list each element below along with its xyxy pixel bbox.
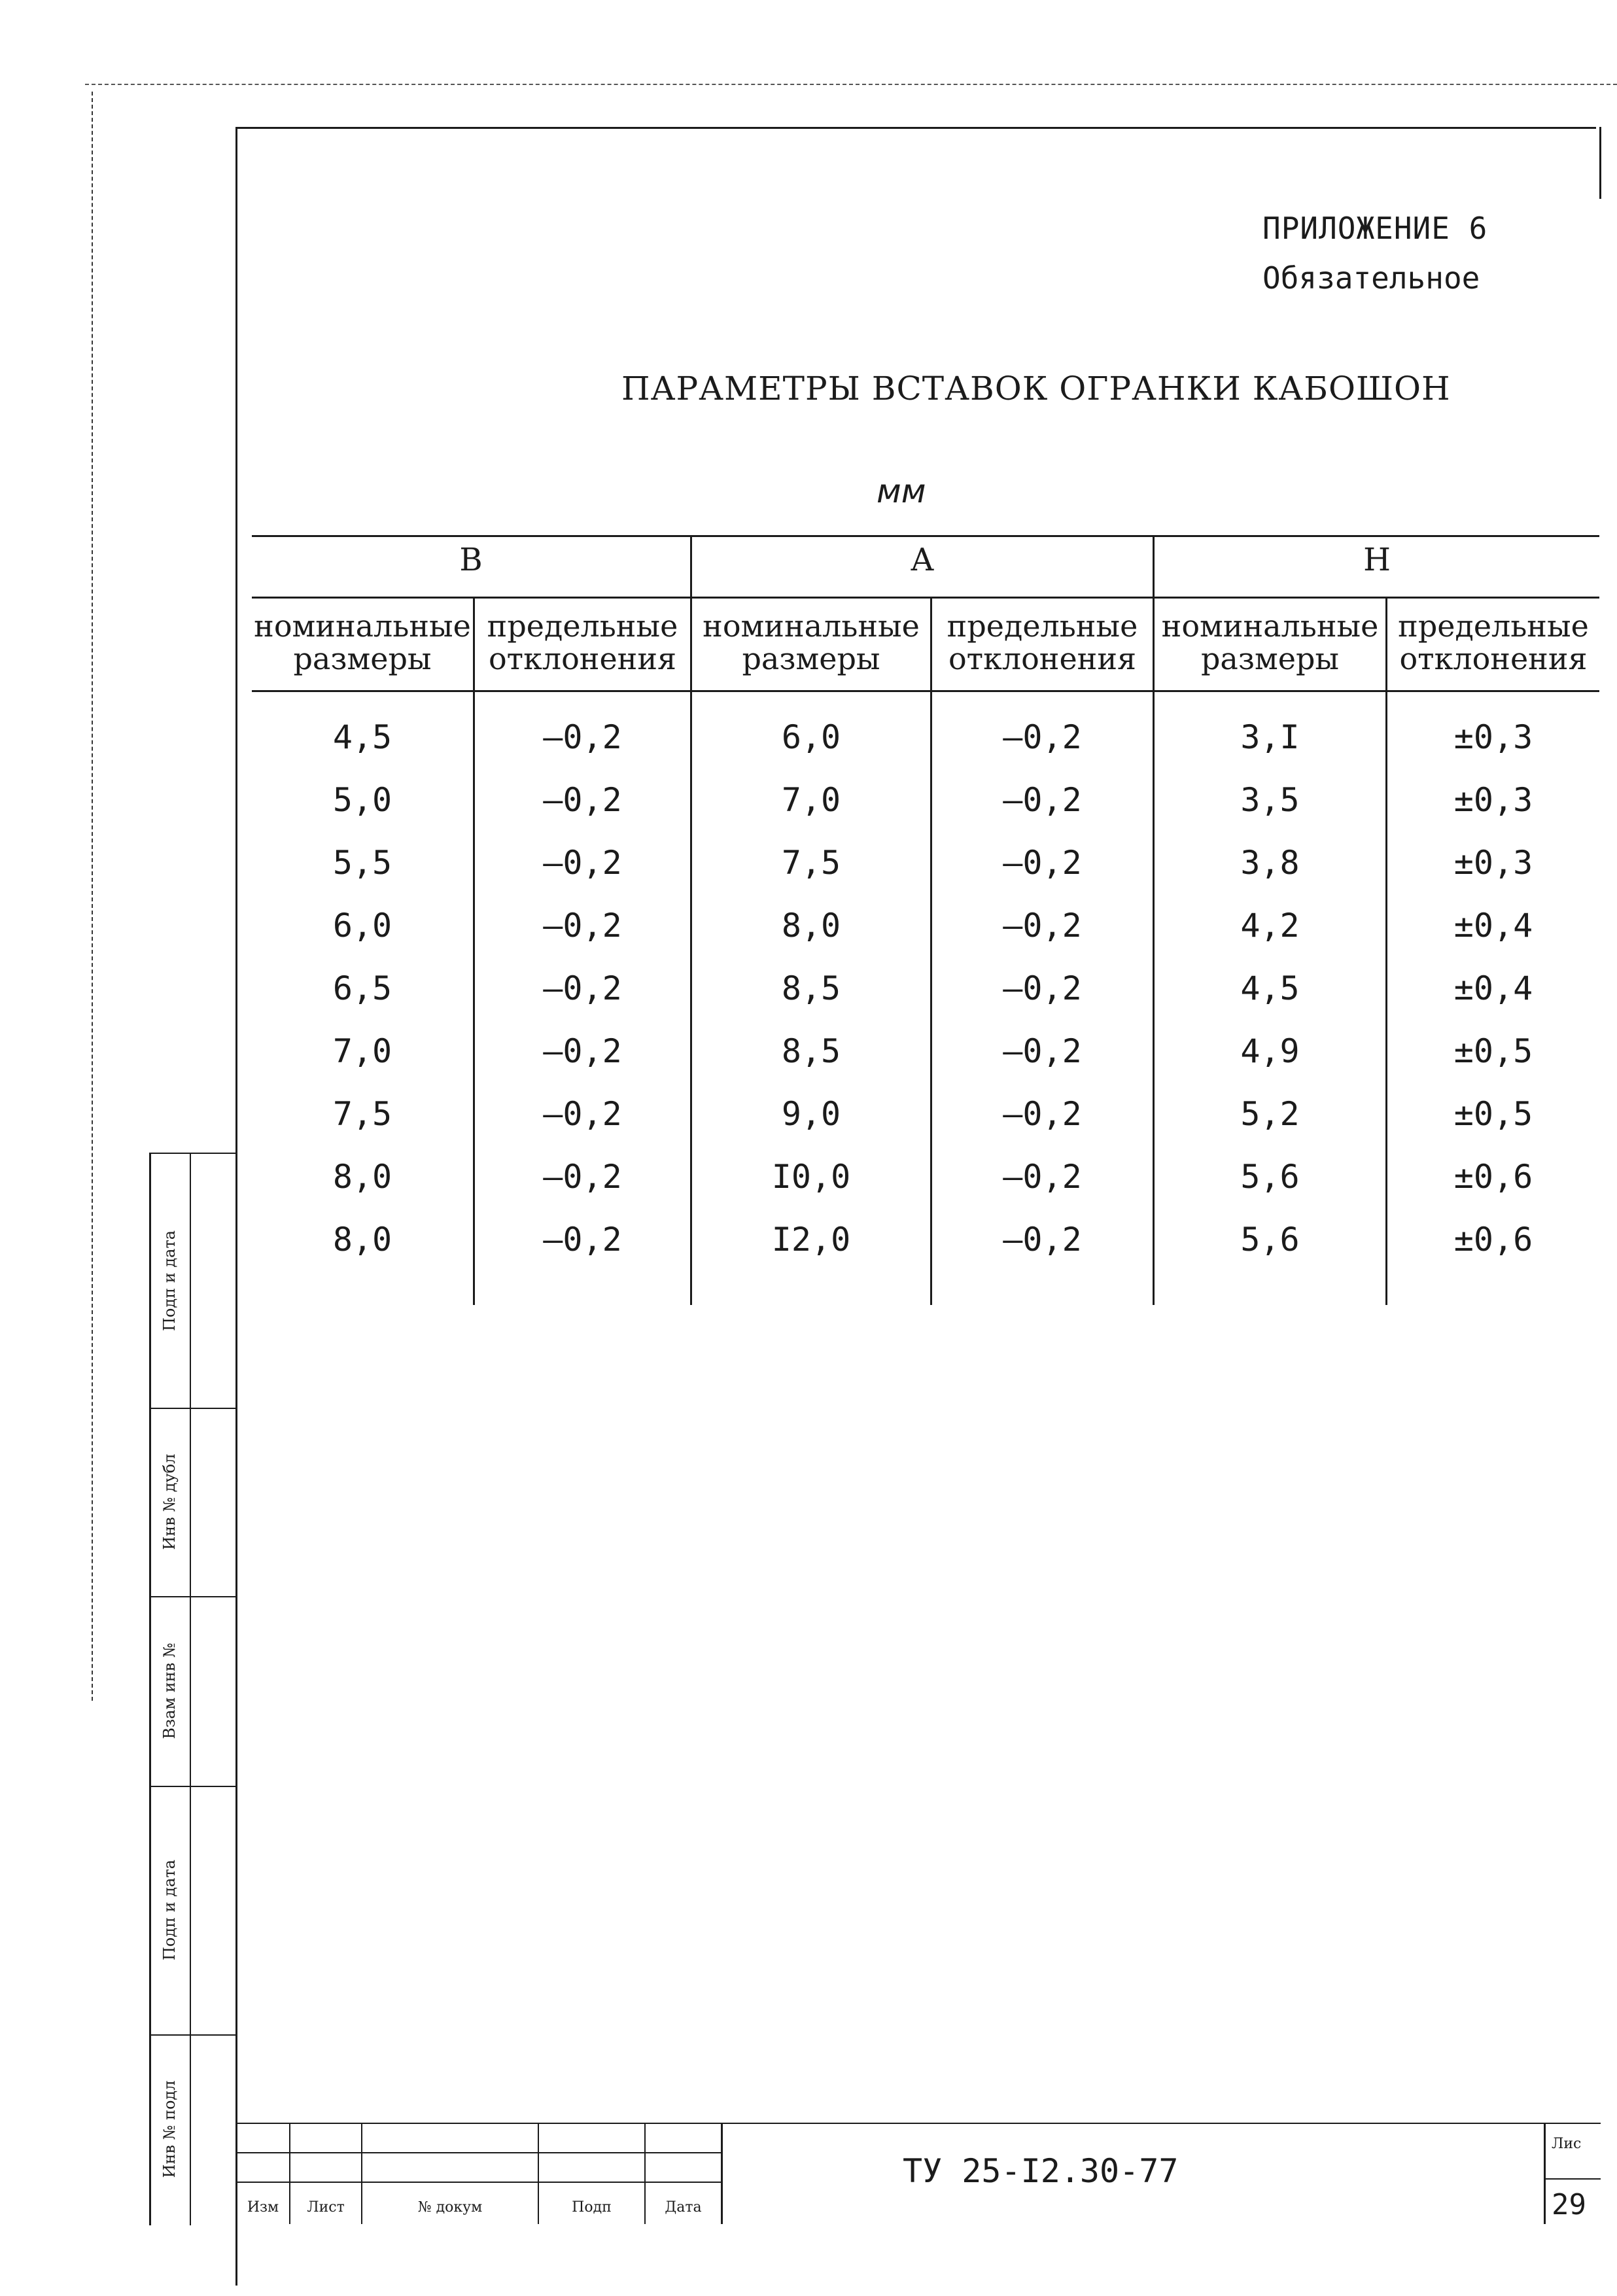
table-cell: ±0,5	[1453, 1095, 1533, 1133]
table-cell: 8,5	[781, 1032, 841, 1070]
table-cell: –0,2	[543, 907, 622, 945]
side-stamp-rule	[149, 1153, 235, 1154]
col-divider	[1385, 597, 1387, 1305]
table-cell: ±0,4	[1453, 969, 1533, 1007]
table-cell: –0,2	[1003, 1221, 1082, 1259]
side-stamp-inner-rule	[190, 1153, 191, 2225]
table-cell: ±0,3	[1453, 781, 1533, 819]
table-cell: –0,2	[543, 1032, 622, 1070]
col-label-signature: Подп	[572, 2199, 612, 2216]
col-label-change: Изм	[247, 2199, 279, 2216]
table-top-rule	[252, 535, 1599, 537]
table-cell: 5,6	[1240, 1221, 1300, 1259]
subheader-nominal: номинальные размеры	[703, 608, 920, 676]
table-cell: 8,0	[332, 1221, 392, 1259]
table-cell: 5,5	[332, 844, 392, 882]
title-block-col-rule	[721, 2123, 723, 2224]
table-cell: –0,2	[1003, 1158, 1082, 1196]
subheader-tolerance: предельные отклонения	[947, 608, 1138, 676]
table-cell: 6,0	[781, 718, 841, 756]
table-cell: 7,0	[332, 1032, 392, 1070]
table-cell: 3,I	[1240, 718, 1300, 756]
page-title: ПАРАМЕТРЫ ВСТАВОК ОГРАНКИ КАБОШОН	[621, 370, 1451, 408]
table-cell: –0,2	[1003, 718, 1082, 756]
frame-right	[1599, 127, 1601, 199]
table-cell: 5,0	[332, 781, 392, 819]
table-cell: –0,2	[543, 844, 622, 882]
title-block-rule	[237, 2182, 722, 2183]
table-cell: –0,2	[543, 1221, 622, 1259]
table-cell: 7,0	[781, 781, 841, 819]
group-header-h: H	[1363, 542, 1391, 578]
table-cell: ±0,5	[1453, 1032, 1533, 1070]
appendix-heading: ПРИЛОЖЕНИЕ 6	[1262, 211, 1488, 246]
unit-label: мм	[877, 472, 926, 510]
table-cell: ±0,6	[1453, 1158, 1533, 1196]
left-trim-line	[92, 92, 93, 1701]
table-cell: 3,8	[1240, 844, 1300, 882]
table-cell: 3,5	[1240, 781, 1300, 819]
group-header-a: A	[911, 542, 934, 578]
table-cell: –0,2	[1003, 844, 1082, 882]
side-stamp-label: Инв № подл	[160, 2080, 179, 2178]
table-cell: –0,2	[543, 718, 622, 756]
table-cell: 5,2	[1240, 1095, 1300, 1133]
table-cell: 4,5	[332, 718, 392, 756]
title-block-top-rule	[237, 2123, 1601, 2124]
table-cell: 6,5	[332, 969, 392, 1007]
table-cell: –0,2	[543, 1095, 622, 1133]
table-group-rule	[252, 597, 1599, 599]
table-cell: 8,0	[332, 1158, 392, 1196]
subheader-tolerance: предельные отклонения	[487, 608, 678, 676]
title-block-col-rule	[1544, 2123, 1546, 2224]
table-cell: ±0,6	[1453, 1221, 1533, 1259]
subheader-nominal: номинальные размеры	[254, 608, 471, 676]
table-header-rule	[252, 690, 1599, 692]
table-cell: ±0,4	[1453, 907, 1533, 945]
table-cell: –0,2	[543, 781, 622, 819]
table-cell: –0,2	[1003, 907, 1082, 945]
group-header-b: B	[459, 542, 483, 578]
table-cell: I0,0	[771, 1158, 851, 1196]
table-cell: 8,0	[781, 907, 841, 945]
sheet-number: 29	[1552, 2188, 1586, 2221]
table-cell: ±0,3	[1453, 718, 1533, 756]
table-cell: 8,5	[781, 969, 841, 1007]
side-stamp-label: Инв № дубл	[160, 1453, 179, 1550]
col-label-sheet: Лист	[307, 2199, 345, 2216]
table-cell: –0,2	[1003, 1095, 1082, 1133]
side-stamp-rule	[149, 2034, 235, 2036]
col-divider	[473, 597, 475, 1305]
table-cell: 7,5	[781, 844, 841, 882]
title-block-rule	[237, 2152, 722, 2153]
side-stamp-label: Подп и дата	[160, 1230, 179, 1332]
subheader-tolerance: предельные отклонения	[1398, 608, 1589, 676]
table-cell: –0,2	[1003, 781, 1082, 819]
document-code: ТУ 25-I2.30-77	[903, 2152, 1179, 2190]
table-cell: –0,2	[1003, 1032, 1082, 1070]
top-trim-line	[85, 84, 1617, 85]
table-cell: –0,2	[543, 1158, 622, 1196]
table-cell: 9,0	[781, 1095, 841, 1133]
table-cell: I2,0	[771, 1221, 851, 1259]
col-label-date: Дата	[665, 2199, 702, 2216]
table-cell: ±0,3	[1453, 844, 1533, 882]
side-stamp-label: Подп и дата	[160, 1859, 179, 1961]
col-divider	[930, 597, 932, 1305]
appendix-status: Обязательное	[1262, 260, 1480, 296]
side-stamp-outer-rule	[149, 1153, 151, 2225]
frame-top	[235, 127, 1596, 129]
table-cell: –0,2	[1003, 969, 1082, 1007]
table-cell: –0,2	[543, 969, 622, 1007]
side-stamp-rule	[149, 1596, 235, 1597]
sheet-label: Лис	[1552, 2136, 1582, 2152]
subheader-nominal: номинальные размеры	[1161, 608, 1379, 676]
table-cell: 4,2	[1240, 907, 1300, 945]
table-cell: 4,5	[1240, 969, 1300, 1007]
side-stamp-rule	[149, 1786, 235, 1787]
table-cell: 7,5	[332, 1095, 392, 1133]
table-cell: 6,0	[332, 907, 392, 945]
side-stamp-rule	[149, 1408, 235, 1409]
frame-left	[235, 127, 237, 2286]
table-cell: 4,9	[1240, 1032, 1300, 1070]
col-label-doc-number: № докум	[417, 2199, 483, 2216]
table-cell: 5,6	[1240, 1158, 1300, 1196]
side-stamp-label: Взам инв №	[160, 1643, 179, 1739]
sheet-box-rule	[1545, 2178, 1601, 2180]
